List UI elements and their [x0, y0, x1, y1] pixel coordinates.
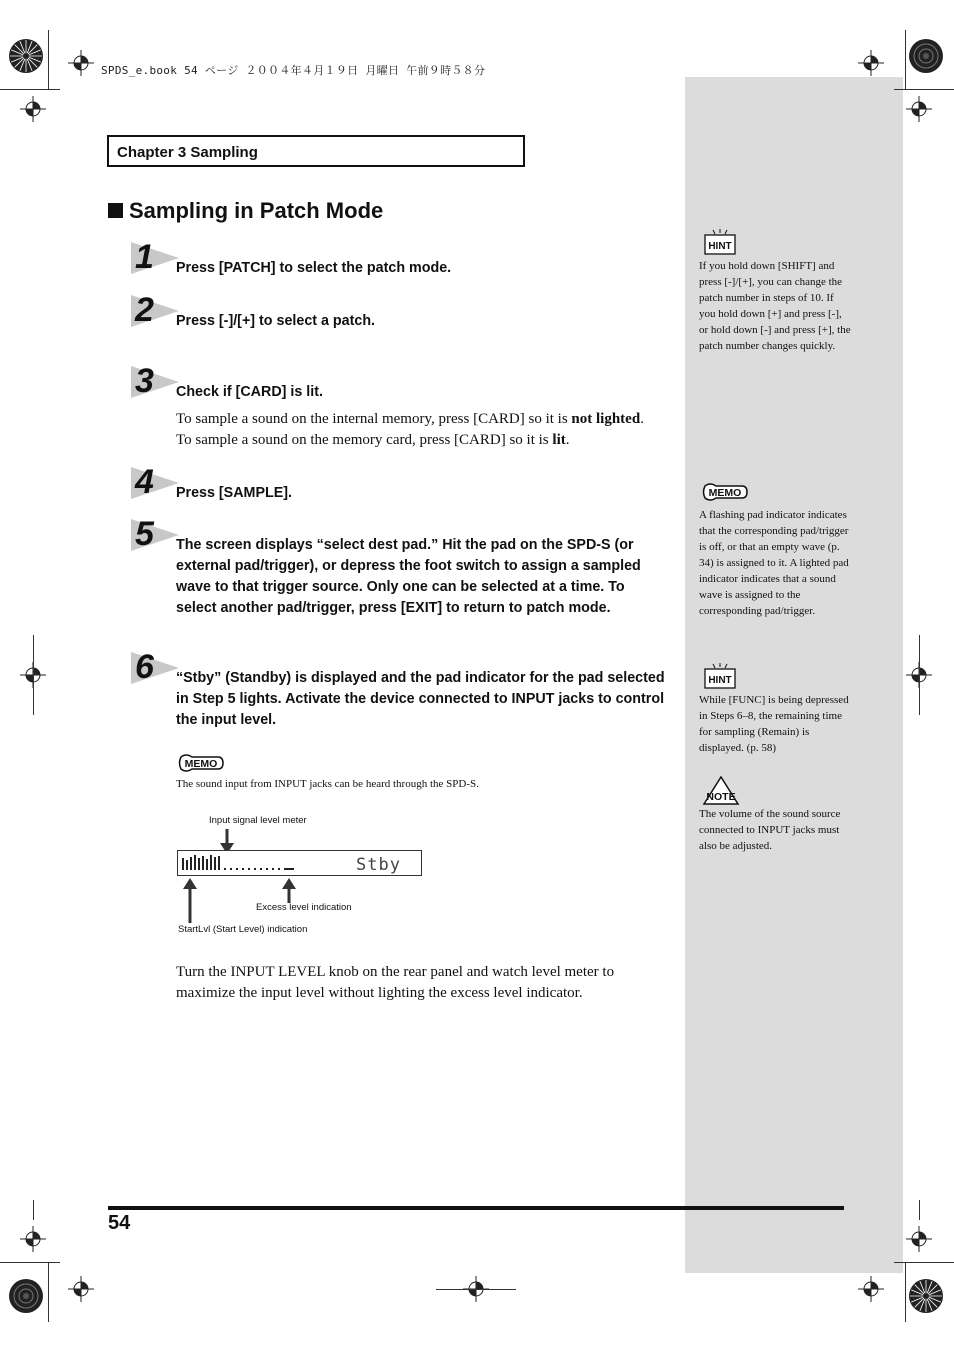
step-number: 5	[135, 515, 154, 553]
print-stamp: SPDS_e.book 54 ページ ２００４年４月１９日 月曜日 午前９時５８分	[101, 64, 486, 77]
arrow-up-icon	[282, 877, 296, 903]
memo-text: The sound input from INPUT jacks can be heard through the SPD-S.	[176, 778, 479, 790]
step-number: 1	[135, 238, 154, 276]
hint-icon	[704, 663, 736, 689]
excess-label: Excess level indication	[256, 902, 352, 913]
hint-badge-text: HINT	[708, 675, 732, 686]
crosshair-icon	[906, 96, 932, 122]
hint-text: While [FUNC] is being depressed in Steps 6–8, the remaining time for sampling (Remain) is displayed. (p. 58)	[699, 694, 849, 754]
step-instruction: Press [PATCH] to select the patch mode.	[176, 260, 452, 276]
step-instruction: “Stby” (Standby) is displayed and the pad indicator for the pad selected in Step 5 lights. Activate the device connected to INPUT jacks to control the input level.	[176, 670, 665, 728]
lcd-display	[177, 850, 422, 876]
lcd-status-text: Stby	[356, 855, 401, 875]
step-number-marker	[131, 515, 181, 559]
memo-sidebar-text: A flashing pad indicator indicates that the corresponding pad/trigger is off, or that an empty wave (p. 34) is assigned to it. A lighted pad indicator indicates that a sound wave is assigned to the corresponding pad/trigger.	[699, 509, 849, 617]
step-instruction: Press [SAMPLE].	[176, 485, 292, 501]
crosshair-icon	[68, 50, 94, 76]
step-instruction: Check if [CARD] is lit.	[176, 384, 323, 400]
registration-sunburst-icon	[908, 1278, 944, 1314]
hint-badge-text: HINT	[708, 241, 732, 252]
arrow-up-icon	[183, 877, 197, 923]
registration-sunburst-icon	[908, 38, 944, 74]
memo-badge-text: MEMO	[184, 758, 218, 770]
crosshair-icon	[858, 1276, 884, 1302]
crosshair-icon	[20, 1226, 46, 1252]
registration-sunburst-icon	[8, 38, 44, 74]
step-number-marker	[131, 362, 181, 406]
section-title	[108, 198, 383, 224]
footer-rule	[108, 1206, 844, 1210]
step-number: 2	[135, 291, 154, 329]
section-title-text: Sampling in Patch Mode	[129, 198, 384, 223]
crosshair-icon	[68, 1276, 94, 1302]
crosshair-icon	[20, 96, 46, 122]
step-number: 6	[135, 648, 154, 686]
crosshair-icon	[906, 1226, 932, 1252]
memo-icon	[178, 753, 224, 773]
memo-badge-text: MEMO	[708, 487, 742, 499]
note-warning-icon	[702, 776, 740, 806]
memo-icon	[702, 482, 748, 502]
closing-paragraph: Turn the INPUT LEVEL knob on the rear panel and watch level meter to maximize the input level without lighting the excess level indicator.	[176, 964, 615, 1001]
step-number: 3	[135, 362, 154, 400]
crosshair-icon	[858, 50, 884, 76]
chapter-label: Chapter 3 Sampling	[117, 144, 258, 161]
hint-icon	[704, 229, 736, 255]
meter-label: Input signal level meter	[209, 815, 307, 826]
note-badge-text: NOTE	[706, 791, 736, 803]
note-text: The volume of the sound source connected to INPUT jacks must also be adjusted.	[699, 808, 841, 852]
square-bullet-icon	[108, 203, 123, 218]
step-number-marker	[131, 238, 181, 282]
hint-text: If you hold down [SHIFT] and press [-]/[+], you can change the patch number in steps of 10. If you hold down [+] and press [-], or hold down [-] and press [+], the patch number changes quickly.	[699, 260, 851, 352]
step-instruction: The screen displays “select dest pad.” Hit the pad on the SPD-S (or external pad/trigger), or depress the foot switch to assign a sampled wave to that trigger source. Only one can be selected at a time. To select another pad/trigger, press [EXIT] to return to patch mode.	[176, 537, 641, 616]
step-number-marker	[131, 463, 181, 507]
registration-sunburst-icon	[8, 1278, 44, 1314]
step3-explanation: To sample a sound on the internal memory, press [CARD] so it is not lighted. To sample a sound on the memory card, press [CARD] so it is lit.	[176, 411, 644, 448]
page-number: 54	[108, 1212, 131, 1234]
startlvl-label: StartLvl (Start Level) indication	[178, 924, 308, 935]
chapter-header	[107, 135, 525, 167]
step-instruction: Press [-]/[+] to select a patch.	[176, 313, 376, 329]
step-number-marker	[131, 648, 181, 692]
step-number-marker	[131, 291, 181, 335]
step-number: 4	[135, 463, 154, 501]
